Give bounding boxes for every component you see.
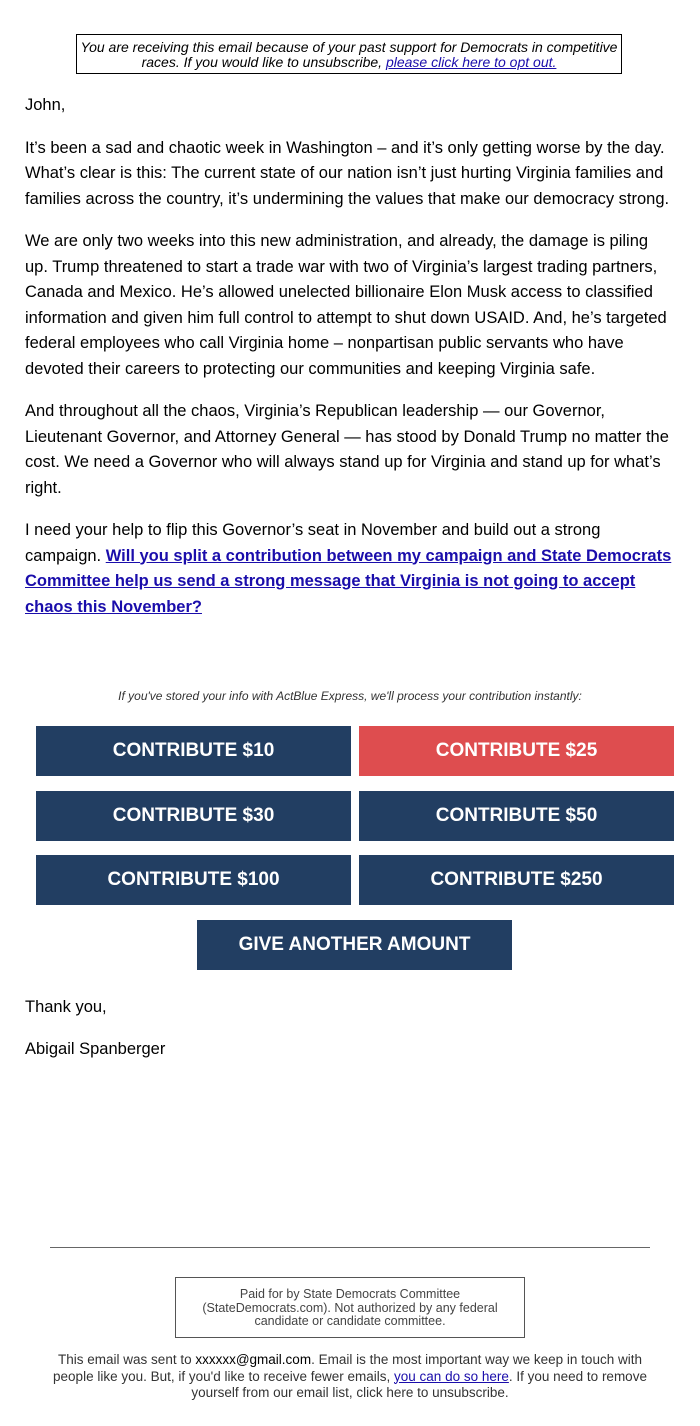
paragraph: And throughout all the chaos, Virginia’s Republican leadership — our Governor, Lieutenant Governor, and Attorney General — has stood by Donald Trump no matter the cost. We need a Governor who will always stand up for Virginia and stand up for what’s right. [25,402,669,497]
contribute-250-button[interactable]: CONTRIBUTE $250 [359,855,674,905]
ask-text: I need your help to flip this Governor’s seat in November and build out a strong campaign. [25,521,601,565]
actblue-note: If you've stored your info with ActBlue Express, we'll process your contribution instantly: [118,689,582,703]
recipient-email: xxxxxx@gmail.com [195,1352,312,1367]
contribute-30-button[interactable]: CONTRIBUTE $30 [36,791,351,841]
letter-body [25,93,675,637]
paragraph: We are only two weeks into this new administration, and already, the damage is piling up. Trump threatened to start a trade war with two of Virginia’s largest trading partners, Canada and Mexico. He’s allowed unelected billionaire Elon Musk access to classified information and given him full control to attempt to shut down USAID. And, he’s targeted federal employees who call Virginia home – nonpartisan public servants who have devoted their careers to protecting our communities and keeping Virginia safe. [25,232,667,378]
signature: Abigail Spanberger [25,1040,166,1058]
opt-out-link[interactable]: please click here to opt out. [385,54,557,70]
footer-sent-to: This email was sent to [58,1352,196,1367]
give-another-amount-button[interactable]: GIVE ANOTHER AMOUNT [197,920,512,970]
footer-middle: . Email is the most important way we keep in touch with people like you. But, if you'd like to receive fewer emails, [53,1352,642,1384]
footer-divider [50,1247,650,1248]
paid-for-disclaimer: Paid for by State Democrats Committee (StateDemocrats.com). Not authorized by any federal candidate or candidate committee. [175,1277,525,1338]
notice-text: You are receiving this email because of your past support for Democrats in competitive races. If you would like to unsubscribe, [80,39,618,70]
subscription-notice [76,34,622,74]
contribute-25-button[interactable]: CONTRIBUTE $25 [359,726,674,776]
paragraph: It’s been a sad and chaotic week in Washington – and it’s only getting worse by the day. What’s clear is this: The current state of our nation isn’t just hurting Virginia families and families across the country, it’s undermining the values that make our democracy strong. [25,138,670,208]
contribute-ask-link[interactable]: Will you split a contribution between my campaign and State Democrats Committee help us send a strong message that Virginia is not going to accept chaos this November? [25,546,672,616]
contribute-50-button[interactable]: CONTRIBUTE $50 [359,791,674,841]
footer-text [45,1352,655,1402]
unsubscribe-text[interactable]: . If you need to remove yourself from our email list, click here to unsubscribe. [191,1368,647,1400]
contribute-10-button[interactable]: CONTRIBUTE $10 [36,726,351,776]
ask-paragraph [25,518,675,620]
closing-thanks: Thank you, [25,998,107,1016]
contribute-100-button[interactable]: CONTRIBUTE $100 [36,855,351,905]
fewer-emails-link[interactable]: you can do so here [394,1368,509,1384]
greeting: John, [25,96,66,114]
